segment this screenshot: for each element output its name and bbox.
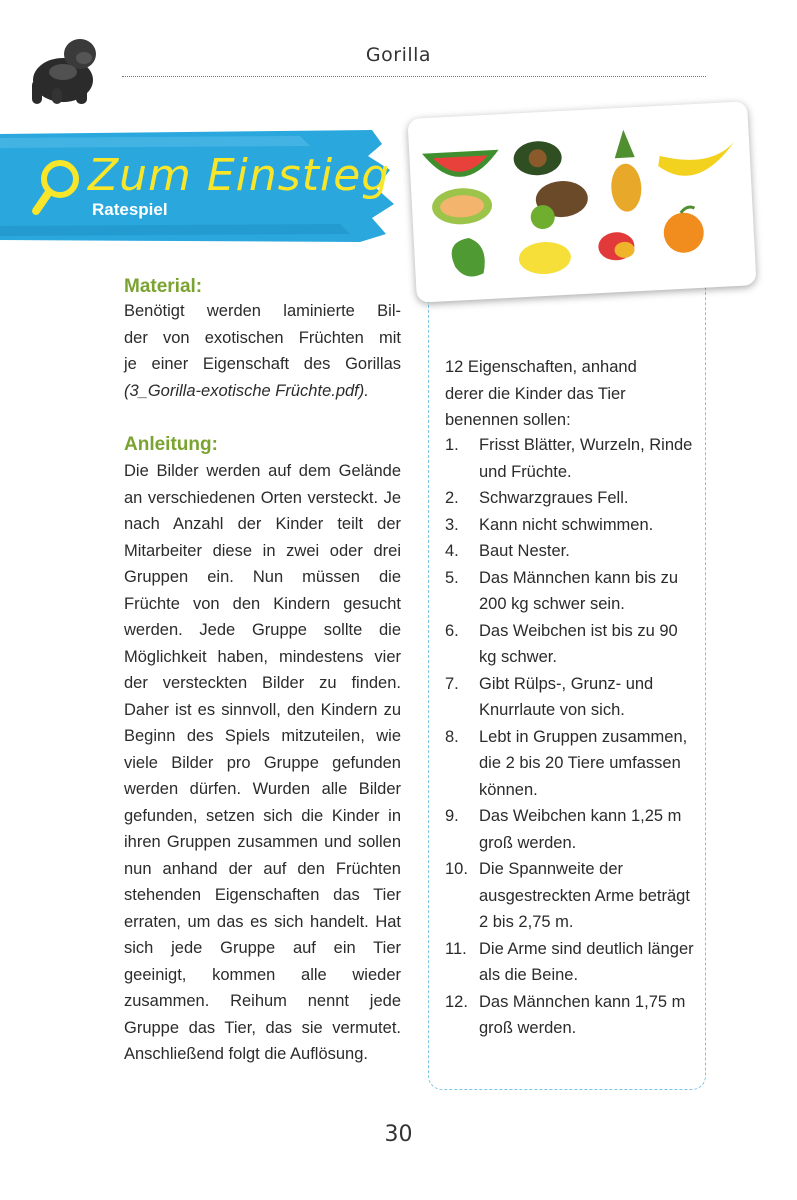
material-line: der von exotischen Früchten mit (124, 328, 401, 347)
property-text: Gibt Rülps-, Grunz- und Knurrlaute von sich. (479, 674, 654, 719)
material-line: je einer Eigenschaft des Gorillas (124, 355, 401, 373)
material-line: Benötigt werden laminierte Bil- (124, 302, 401, 320)
banner-title: Zum Einstieg (88, 150, 391, 201)
property-text: Baut Nester. (479, 542, 570, 560)
property-text: Das Männchen kann 1,75 m groß werden. (479, 992, 686, 1037)
anleitung-heading: Anleitung: (124, 434, 218, 455)
property-text: Frisst Blätter, Wurzeln, Rinde und Früchte. (479, 436, 693, 481)
page-number: 30 (384, 1122, 413, 1147)
properties-intro: 12 Eigenschaften, anhand derer die Kinder das Tier benennen sollen: (445, 358, 637, 429)
magnifier-icon (30, 157, 82, 217)
properties-list (445, 432, 695, 1042)
material-file-reference: (3_Gorilla-exotische Früchte.pdf). (124, 381, 369, 400)
anleitung-text: Die Bilder werden auf dem Gelände an verschiedenen Orten versteckt. Je nach Anzahl der Kinder teilt der Mitarbeiter diese in zwei oder drei Gruppen ein. Nun müssen die Früchte von den Kindern gesucht werden. Jede Gruppe sollte die Möglichkeit haben, mindestens vier der versteckten Bilder zu finden. Daher ist es sinnvoll, den Kindern zu Beginn des Spiels mitzuteilen, wie viele Bilder pro Gruppe gefunden werden dürfen. Wurden alle Bilder gefunden, setzen sich die Kinder in ihren Gruppen zusammen und sollen nun anhand der auf den Früchten stehenden Eigenschaften das Tier erraten, um das es sich handelt. Hat sich jede Gruppe auf ein Tier geeinigt, kommen alle wieder zusammen. Reihum nennt jede Gruppe das Tier, das sie vermutet. Anschließend folgt die Auflösung. (124, 462, 401, 1063)
property-item (445, 856, 695, 936)
property-number: 6. (445, 621, 459, 640)
property-text: Die Arme sind deutlich länger als die Beine. (479, 939, 694, 984)
property-item (445, 936, 695, 989)
property-text: Schwarzgraues Fell. (479, 489, 629, 507)
property-item (445, 803, 695, 856)
property-item (445, 618, 695, 671)
property-number: 7. (445, 674, 459, 693)
property-item (445, 671, 695, 724)
property-item (445, 432, 695, 485)
property-item (445, 485, 695, 512)
fruit-images (407, 101, 756, 303)
property-text: Das Weibchen ist bis zu 90 kg schwer. (479, 621, 678, 666)
property-number: 2. (445, 489, 459, 507)
property-number: 11. (445, 939, 467, 958)
property-number: 8. (445, 727, 459, 746)
header-divider (122, 76, 706, 77)
property-text: Das Weibchen kann 1,25 m groß werden. (479, 807, 682, 852)
property-number: 1. (445, 436, 459, 454)
property-text: Kann nicht schwimmen. (479, 515, 654, 534)
property-item (445, 565, 695, 618)
material-heading: Material: (124, 276, 203, 297)
property-text: Das Männchen kann bis zu 200 kg schwer sein. (479, 568, 679, 613)
header-title: Gorilla (365, 44, 432, 66)
property-item (445, 724, 695, 804)
property-number: 4. (445, 542, 459, 560)
gorilla-icon (18, 28, 108, 108)
property-text: Lebt in Gruppen zusammen, die 2 bis 20 Tiere umfassen können. (479, 727, 688, 799)
property-number: 3. (445, 515, 459, 534)
property-item (445, 512, 695, 539)
property-number: 5. (445, 568, 459, 587)
property-item (445, 989, 695, 1042)
property-number: 10. (445, 860, 468, 878)
material-text (124, 298, 401, 404)
property-number: 12. (445, 992, 468, 1011)
property-item (445, 538, 695, 565)
property-text: Die Spannweite der ausgestreckten Arme beträgt 2 bis 2,75 m. (479, 860, 690, 931)
property-number: 9. (445, 807, 459, 825)
banner-subtitle: Ratespiel (92, 200, 168, 219)
